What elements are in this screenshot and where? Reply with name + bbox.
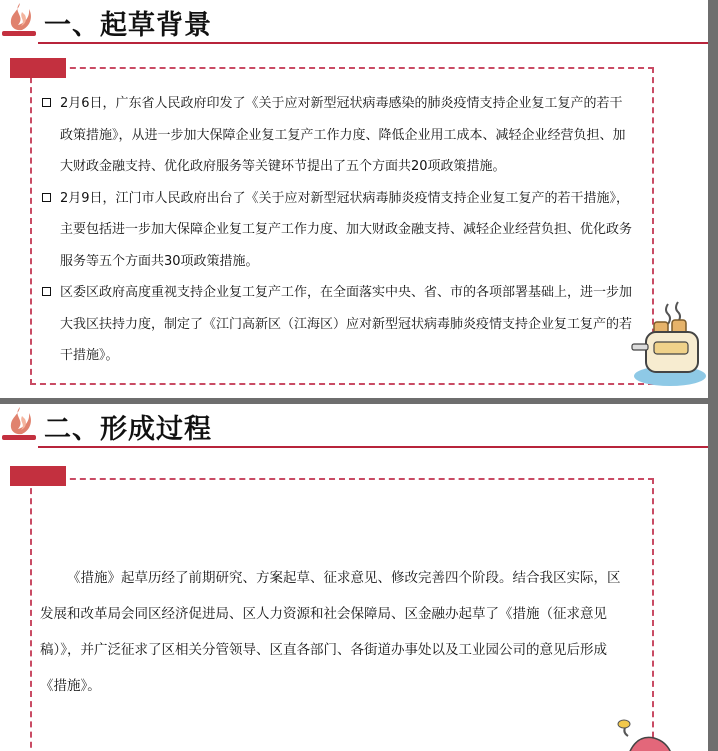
- bullet-item: [40, 277, 632, 372]
- bullet-text: 2月9日，江门市人民政府出台了《关于应对新型冠状病毒肺炎疫情支持企业复工复产的若干措施》，主要包括进一步加大保障企业复工复产工作力度、加大财政金融支持、减轻企业经营负担、优化政务服务等五个方面共30项政策措施。: [60, 190, 633, 269]
- red-tab-decoration: [10, 58, 66, 78]
- flame-logo-icon: [0, 404, 40, 444]
- square-bullet-icon: [42, 287, 51, 296]
- kettle-illustration-icon: [606, 716, 686, 751]
- bullet-item: [40, 183, 632, 278]
- process-paragraph: 《措施》起草历经了前期研究、方案起草、征求意见、修改完善四个阶段。结合我区实际，区发展和改革局会同区经济促进局、区人力资源和社会保障局、区金融办起草了《措施（征求意见稿）》，并广泛征求了区相关分管领导、区直各部门、各街道办事处以及工业园公司的意见后形成《措施》。: [40, 570, 621, 694]
- flame-logo-icon: [0, 0, 40, 40]
- square-bullet-icon: [42, 193, 51, 202]
- bullet-text: 区委区政府高度重视支持企业复工复产工作，在全面落实中央、省、市的各项部署基础上，进一步加大我区扶持力度，制定了《江门高新区（江海区）应对新型冠状病毒肺炎疫情支持企业复工复产的若干措施》。: [60, 285, 633, 363]
- toaster-illustration-icon: [624, 300, 708, 390]
- bullet-text: 2月6日，广东省人民政府印发了《关于应对新型冠状病毒感染的肺炎疫情支持企业复工复产的若干政策措施》，从进一步加大保障企业复工复产工作力度、降低企业用工成本、减轻企业经营负担、加大财政金融支持、优化政府服务等关键环节提出了五个方面共20项政策措施。: [60, 96, 626, 174]
- slide-process-section: [0, 404, 708, 751]
- section-title: 二、形成过程: [44, 414, 212, 445]
- title-underline: [38, 446, 708, 448]
- title-underline: [38, 42, 708, 44]
- bullet-item: [40, 88, 632, 183]
- bullet-list: [40, 88, 632, 372]
- square-bullet-icon: [42, 98, 51, 107]
- red-tab-decoration: [10, 466, 66, 486]
- section-title: 一、起草背景: [44, 10, 212, 41]
